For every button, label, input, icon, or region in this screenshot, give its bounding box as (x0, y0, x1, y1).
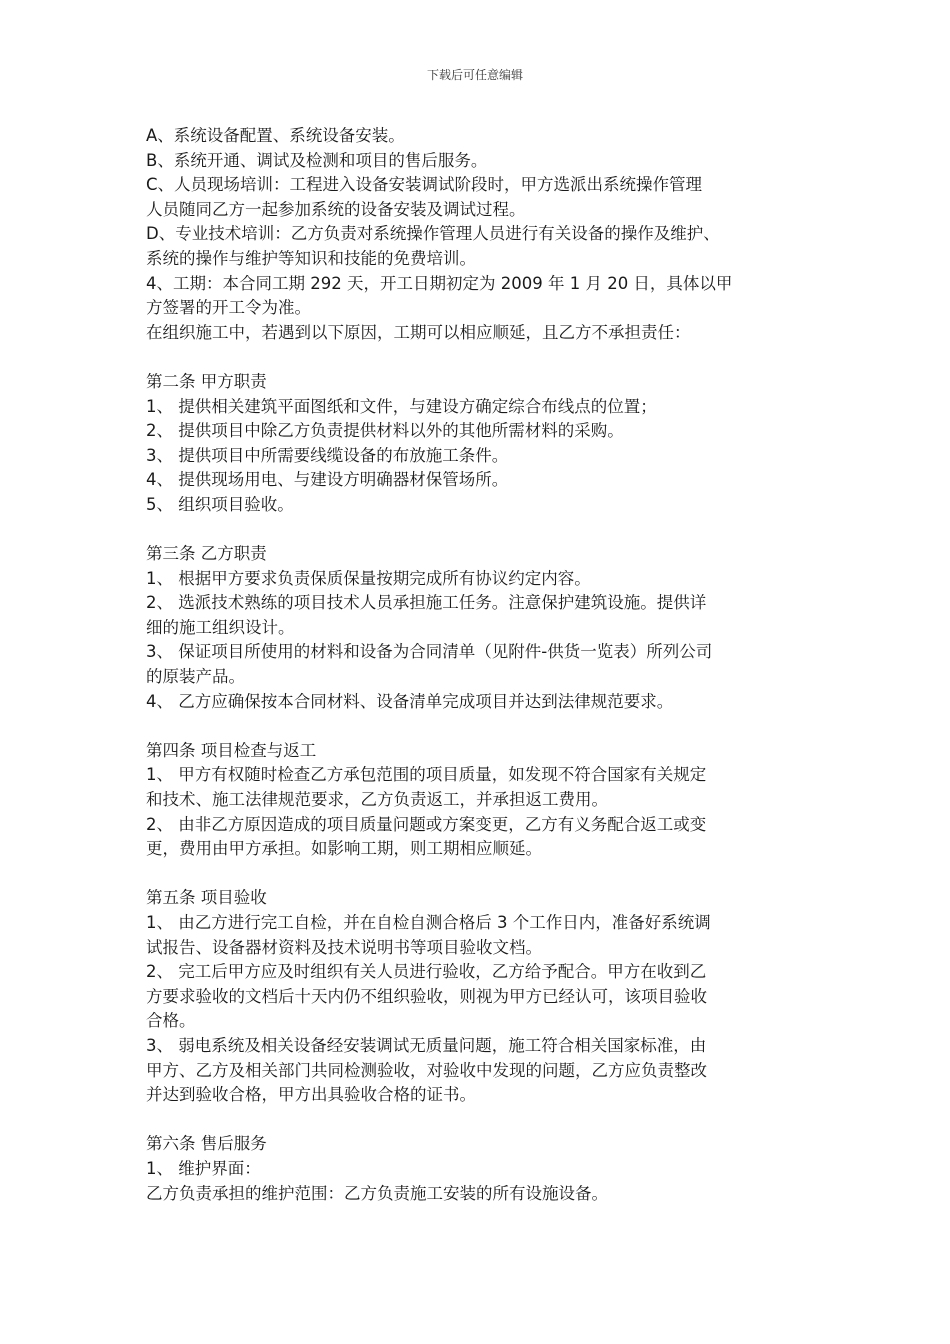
text-line: D、专业技术培训：乙方负责对系统操作管理人员进行有关设备的操作及维护、 (146, 224, 720, 244)
text-line: 1、 甲方有权随时检查乙方承包范围的项目质量，如发现不符合国家有关规定 (146, 765, 707, 785)
blank-line (146, 1108, 816, 1133)
text-line: B、系统开通、调试及检测和项目的售后服务。 (146, 150, 488, 170)
text-line: 试报告、设备器材资料及技术说明书等项目验收文档。 (146, 937, 542, 957)
text-line: 第六条 售后服务 (146, 1134, 267, 1154)
blank-line (146, 714, 816, 739)
text-line: A、系统设备配置、系统设备安装。 (146, 126, 405, 145)
text-line: 第三条 乙方职责 (146, 544, 267, 564)
text-line: 甲方、乙方及相关部门共同检测验收，对验收中发现的问题，乙方应负责整改 (146, 1060, 707, 1080)
text-line: 1、 提供相关建筑平面图纸和文件，与建设方确定综合布线点的位置； (146, 396, 657, 416)
text-line: 1、 由乙方进行完工自检，并在自检自测合格后 3 个工作日内，准备好系统调 (146, 913, 711, 932)
blank-line (146, 345, 816, 370)
text-line: 1、 根据甲方要求负责保质保量按期完成所有协议约定内容。 (146, 568, 591, 588)
text-line: 第二条 甲方职责 (146, 371, 267, 391)
text-line: 的原装产品。 (146, 667, 245, 687)
text-line: 2、 提供项目中除乙方负责提供材料以外的其他所需材料的采购。 (146, 421, 624, 441)
text-line: 方要求验收的文档后十天内仍不组织验收，则视为甲方已经认可，该项目验收 (146, 986, 707, 1006)
blank-line (146, 862, 816, 887)
text-line: 第四条 项目检查与返工 (146, 740, 317, 760)
text-line: 并达到验收合格，甲方出具验收合格的证书。 (146, 1085, 476, 1105)
text-line: 人员随同乙方一起参加系统的设备安装及调试过程。 (146, 199, 526, 219)
text-line: 2、 由非乙方原因造成的项目质量问题或方案变更，乙方有义务配合返工或变 (146, 814, 707, 834)
blank-line (146, 518, 816, 543)
text-line: 4、 乙方应确保按本合同材料、设备清单完成项目并达到法律规范要求。 (146, 691, 674, 711)
document-body (146, 124, 816, 1206)
text-line: 在组织施工中，若遇到以下原因，工期可以相应顺延，且乙方不承担责任： (146, 322, 691, 342)
text-line: 2、 完工后甲方应及时组织有关人员进行验收，乙方给予配合。甲方在收到乙 (146, 962, 707, 982)
page-header: 下载后可任意编辑 (426, 68, 523, 82)
text-line: 3、 提供项目中所需要线缆设备的布放施工条件。 (146, 445, 509, 465)
text-line: 更，费用由甲方承担。如影响工期，则工期相应顺延。 (146, 839, 542, 859)
text-line: 2、 选派技术熟练的项目技术人员承担施工任务。注意保护建筑设施。提供详 (146, 593, 707, 613)
text-line: C、人员现场培训：工程进入设备安装调试阶段时，甲方选派出系统操作管理 (146, 175, 703, 195)
text-line: 3、 保证项目所使用的材料和设备为合同清单（见附件-供货一览表）所列公司 (146, 642, 713, 662)
text-line: 4、工期：本合同工期 292 天，开工日期初定为 2009 年 1 月 20 日，具体以甲 (146, 273, 733, 293)
text-line: 方签署的开工令为准。 (146, 298, 311, 318)
text-line: 3、 弱电系统及相关设备经安装调试无质量问题，施工符合相关国家标准，由 (146, 1035, 707, 1055)
text-line: 系统的操作与维护等知识和技能的免费培训。 (146, 248, 476, 268)
text-line: 第五条 项目验收 (146, 888, 267, 908)
text-line: 5、 组织项目验收。 (146, 494, 294, 514)
text-line: 和技术、施工法律规范要求，乙方负责返工，并承担返工费用。 (146, 790, 608, 810)
text-line: 乙方负责承担的维护范围：乙方负责施工安装的所有设施设备。 (146, 1183, 608, 1203)
text-line: 合格。 (146, 1011, 196, 1031)
text-line: 细的施工组织设计。 (146, 617, 295, 637)
text-line: 1、 维护界面： (146, 1158, 261, 1178)
text-line: 4、 提供现场用电、与建设方明确器材保管场所。 (146, 470, 509, 490)
